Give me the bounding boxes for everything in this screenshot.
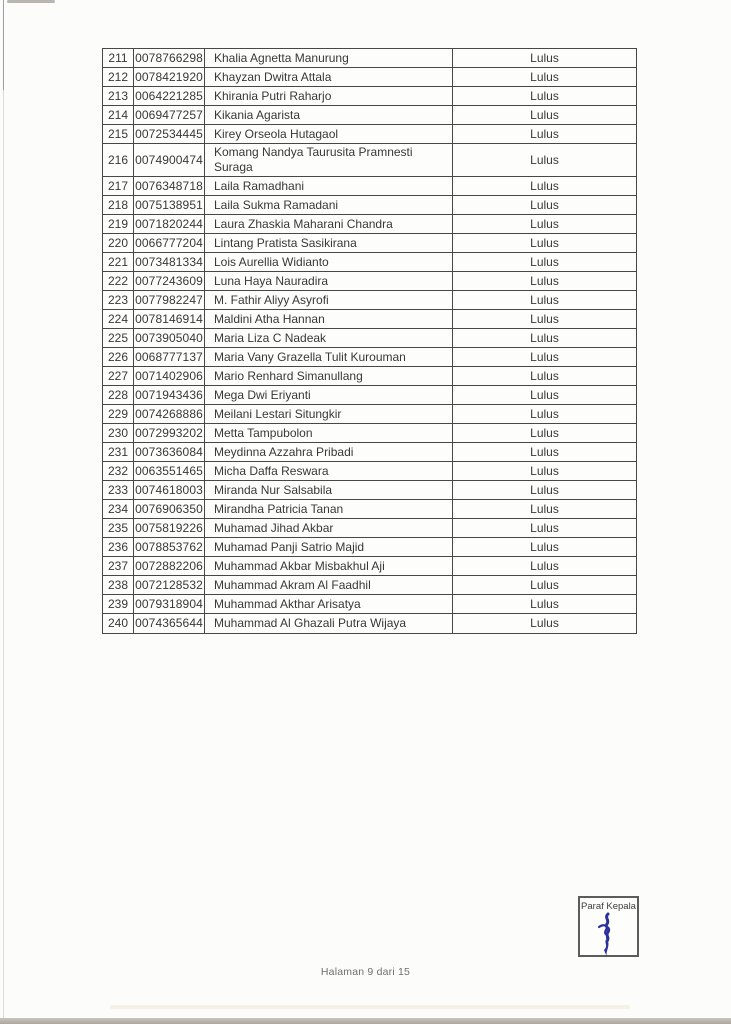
row-number: 226 [103, 348, 134, 366]
scan-edge-artifact [3, 0, 4, 1024]
student-name: Mega Dwi Eriyanti [205, 386, 453, 404]
row-number: 232 [103, 462, 134, 480]
table-row [103, 614, 636, 633]
status-value: Lulus [530, 425, 559, 440]
student-nisn: 0077982247 [134, 291, 205, 309]
table-row [103, 557, 636, 576]
row-number: 231 [103, 443, 134, 461]
row-number: 218 [103, 196, 134, 214]
row-number: 237 [103, 557, 134, 575]
graduation-results-table [102, 48, 637, 634]
row-number: 236 [103, 538, 134, 556]
table-row [103, 272, 636, 291]
status-value: Lulus [530, 88, 559, 103]
status-value: Lulus [530, 330, 559, 345]
student-nisn: 0066777204 [134, 234, 205, 252]
table-row [103, 519, 636, 538]
student-nisn: 0076348718 [134, 177, 205, 195]
paraf-kepala-label: Paraf Kepala [581, 901, 636, 912]
status-value: Lulus [530, 463, 559, 478]
table-row [103, 329, 636, 348]
scan-smudge-artifact [7, 0, 55, 3]
student-nisn: 0077243609 [134, 272, 205, 290]
status-value: Lulus [530, 349, 559, 364]
row-number: 217 [103, 177, 134, 195]
table-row [103, 538, 636, 557]
scan-smudge-artifact [110, 1005, 630, 1009]
student-nisn: 0071402906 [134, 367, 205, 385]
status-value: Lulus [530, 292, 559, 307]
status-value: Lulus [530, 577, 559, 592]
table-row [103, 310, 636, 329]
student-name: Laila Sukma Ramadani [205, 196, 453, 214]
status-value: Lulus [530, 616, 559, 630]
table-row [103, 291, 636, 310]
student-nisn: 0072534445 [134, 125, 205, 143]
row-number: 238 [103, 576, 134, 594]
row-number: 225 [103, 329, 134, 347]
student-nisn: 0064221285 [134, 87, 205, 105]
status-value: Lulus [530, 482, 559, 497]
student-nisn: 0071943436 [134, 386, 205, 404]
status-value: Lulus [530, 254, 559, 269]
student-name: Maldini Atha Hannan [205, 310, 453, 328]
status-value: Lulus [530, 216, 559, 231]
student-name: Luna Haya Nauradira [205, 272, 453, 290]
student-nisn: 0074618003 [134, 481, 205, 499]
table-row [103, 500, 636, 519]
student-nisn: 0075819226 [134, 519, 205, 537]
table-row [103, 144, 636, 177]
table-row [103, 424, 636, 443]
student-name: Khayzan Dwitra Attala [205, 68, 453, 86]
student-nisn: 0072128532 [134, 576, 205, 594]
row-number: 239 [103, 595, 134, 613]
student-name: Muhamad Panji Satrio Majid [205, 538, 453, 556]
row-number: 229 [103, 405, 134, 423]
student-nisn: 0074900474 [134, 144, 205, 176]
status-value: Lulus [530, 501, 559, 516]
status-value: Lulus [530, 406, 559, 421]
table-row [103, 462, 636, 481]
student-name: M. Fathir Aliyy Asyrofi [205, 291, 453, 309]
student-name: Lintang Pratista Sasikirana [205, 234, 453, 252]
paraf-kepala-box [578, 896, 639, 957]
status-value: Lulus [530, 235, 559, 250]
student-name: Micha Daffa Reswara [205, 462, 453, 480]
student-name: Mario Renhard Simanullang [205, 367, 453, 385]
status-value: Lulus [530, 311, 559, 326]
table-row [103, 234, 636, 253]
table-row [103, 87, 636, 106]
table-row [103, 576, 636, 595]
table-row [103, 253, 636, 272]
row-number: 220 [103, 234, 134, 252]
status-value: Lulus [530, 273, 559, 288]
student-nisn: 0073636084 [134, 443, 205, 461]
table-row [103, 125, 636, 144]
student-name: Khalia Agnetta Manurung [205, 49, 453, 67]
row-number: 216 [103, 144, 134, 176]
student-nisn: 0074268886 [134, 405, 205, 423]
student-nisn: 0078421920 [134, 68, 205, 86]
row-number: 230 [103, 424, 134, 442]
student-name: Laura Zhaskia Maharani Chandra [205, 215, 453, 233]
student-name: Mirandha Patricia Tanan [205, 500, 453, 518]
table-row [103, 215, 636, 234]
student-name: Kikania Agarista [205, 106, 453, 124]
student-name: Muhammad Akthar Arisatya [205, 595, 453, 613]
row-number: 219 [103, 215, 134, 233]
student-name: Muhamad Jihad Akbar [205, 519, 453, 537]
student-name: Metta Tampubolon [205, 424, 453, 442]
table-row [103, 386, 636, 405]
table-row [103, 367, 636, 386]
status-value: Lulus [530, 152, 559, 167]
student-nisn: 0072993202 [134, 424, 205, 442]
student-nisn: 0071820244 [134, 215, 205, 233]
table-row [103, 177, 636, 196]
table-row [103, 106, 636, 125]
student-name: Muhammad Akbar Misbakhul Aji [205, 557, 453, 575]
row-number: 233 [103, 481, 134, 499]
status-value: Lulus [530, 126, 559, 141]
table-row [103, 196, 636, 215]
signature-scribble-icon [594, 912, 618, 963]
status-value: Lulus [530, 558, 559, 573]
status-value: Lulus [530, 387, 559, 402]
status-value: Lulus [530, 50, 559, 65]
status-value: Lulus [530, 596, 559, 611]
row-number: 234 [103, 500, 134, 518]
student-nisn: 0073481334 [134, 253, 205, 271]
status-value: Lulus [530, 368, 559, 383]
row-number: 224 [103, 310, 134, 328]
student-name: Lois Aurellia Widianto [205, 253, 453, 271]
student-nisn: 0075138951 [134, 196, 205, 214]
table-row [103, 595, 636, 614]
table-row [103, 68, 636, 87]
student-name: Miranda Nur Salsabila [205, 481, 453, 499]
table-row [103, 405, 636, 424]
table-row [103, 481, 636, 500]
row-number: 235 [103, 519, 134, 537]
row-number: 228 [103, 386, 134, 404]
status-value: Lulus [530, 539, 559, 554]
student-nisn: 0073905040 [134, 329, 205, 347]
student-name: Muhammad Al Ghazali Putra Wijaya [205, 614, 453, 633]
status-value: Lulus [530, 444, 559, 459]
row-number: 240 [103, 614, 134, 633]
row-number: 214 [103, 106, 134, 124]
row-number: 222 [103, 272, 134, 290]
student-name: Muhammad Akram Al Faadhil [205, 576, 453, 594]
status-value: Lulus [530, 178, 559, 193]
student-nisn: 0072882206 [134, 557, 205, 575]
scan-edge-artifact [0, 1018, 731, 1024]
row-number: 211 [103, 49, 134, 67]
student-name: Laila Ramadhani [205, 177, 453, 195]
student-name: Maria Liza C Nadeak [205, 329, 453, 347]
student-name: Khirania Putri Raharjo [205, 87, 453, 105]
student-nisn: 0076906350 [134, 500, 205, 518]
student-nisn: 0079318904 [134, 595, 205, 613]
student-nisn: 0063551465 [134, 462, 205, 480]
row-number: 213 [103, 87, 134, 105]
page-number-footer: Halaman 9 dari 15 [320, 966, 411, 978]
row-number: 212 [103, 68, 134, 86]
row-number: 223 [103, 291, 134, 309]
student-nisn: 0078146914 [134, 310, 205, 328]
student-name: Meilani Lestari Situngkir [205, 405, 453, 423]
student-name: Maria Vany Grazella Tulit Kurouman [205, 348, 453, 366]
status-value: Lulus [530, 69, 559, 84]
row-number: 215 [103, 125, 134, 143]
student-nisn: 0074365644 [134, 614, 205, 633]
status-value: Lulus [530, 197, 559, 212]
student-name: Komang Nandya Taurusita Pramnesti Suraga [205, 144, 453, 176]
student-nisn: 0068777137 [134, 348, 205, 366]
results-table-body [103, 49, 636, 633]
student-nisn: 0078853762 [134, 538, 205, 556]
status-value: Lulus [530, 107, 559, 122]
status-value: Lulus [530, 520, 559, 535]
student-name: Meydinna Azzahra Pribadi [205, 443, 453, 461]
student-name: Kirey Orseola Hutagaol [205, 125, 453, 143]
table-row [103, 348, 636, 367]
student-nisn: 0069477257 [134, 106, 205, 124]
student-nisn: 0078766298 [134, 49, 205, 67]
row-number: 227 [103, 367, 134, 385]
table-row [103, 443, 636, 462]
row-number: 221 [103, 253, 134, 271]
table-row [103, 49, 636, 68]
